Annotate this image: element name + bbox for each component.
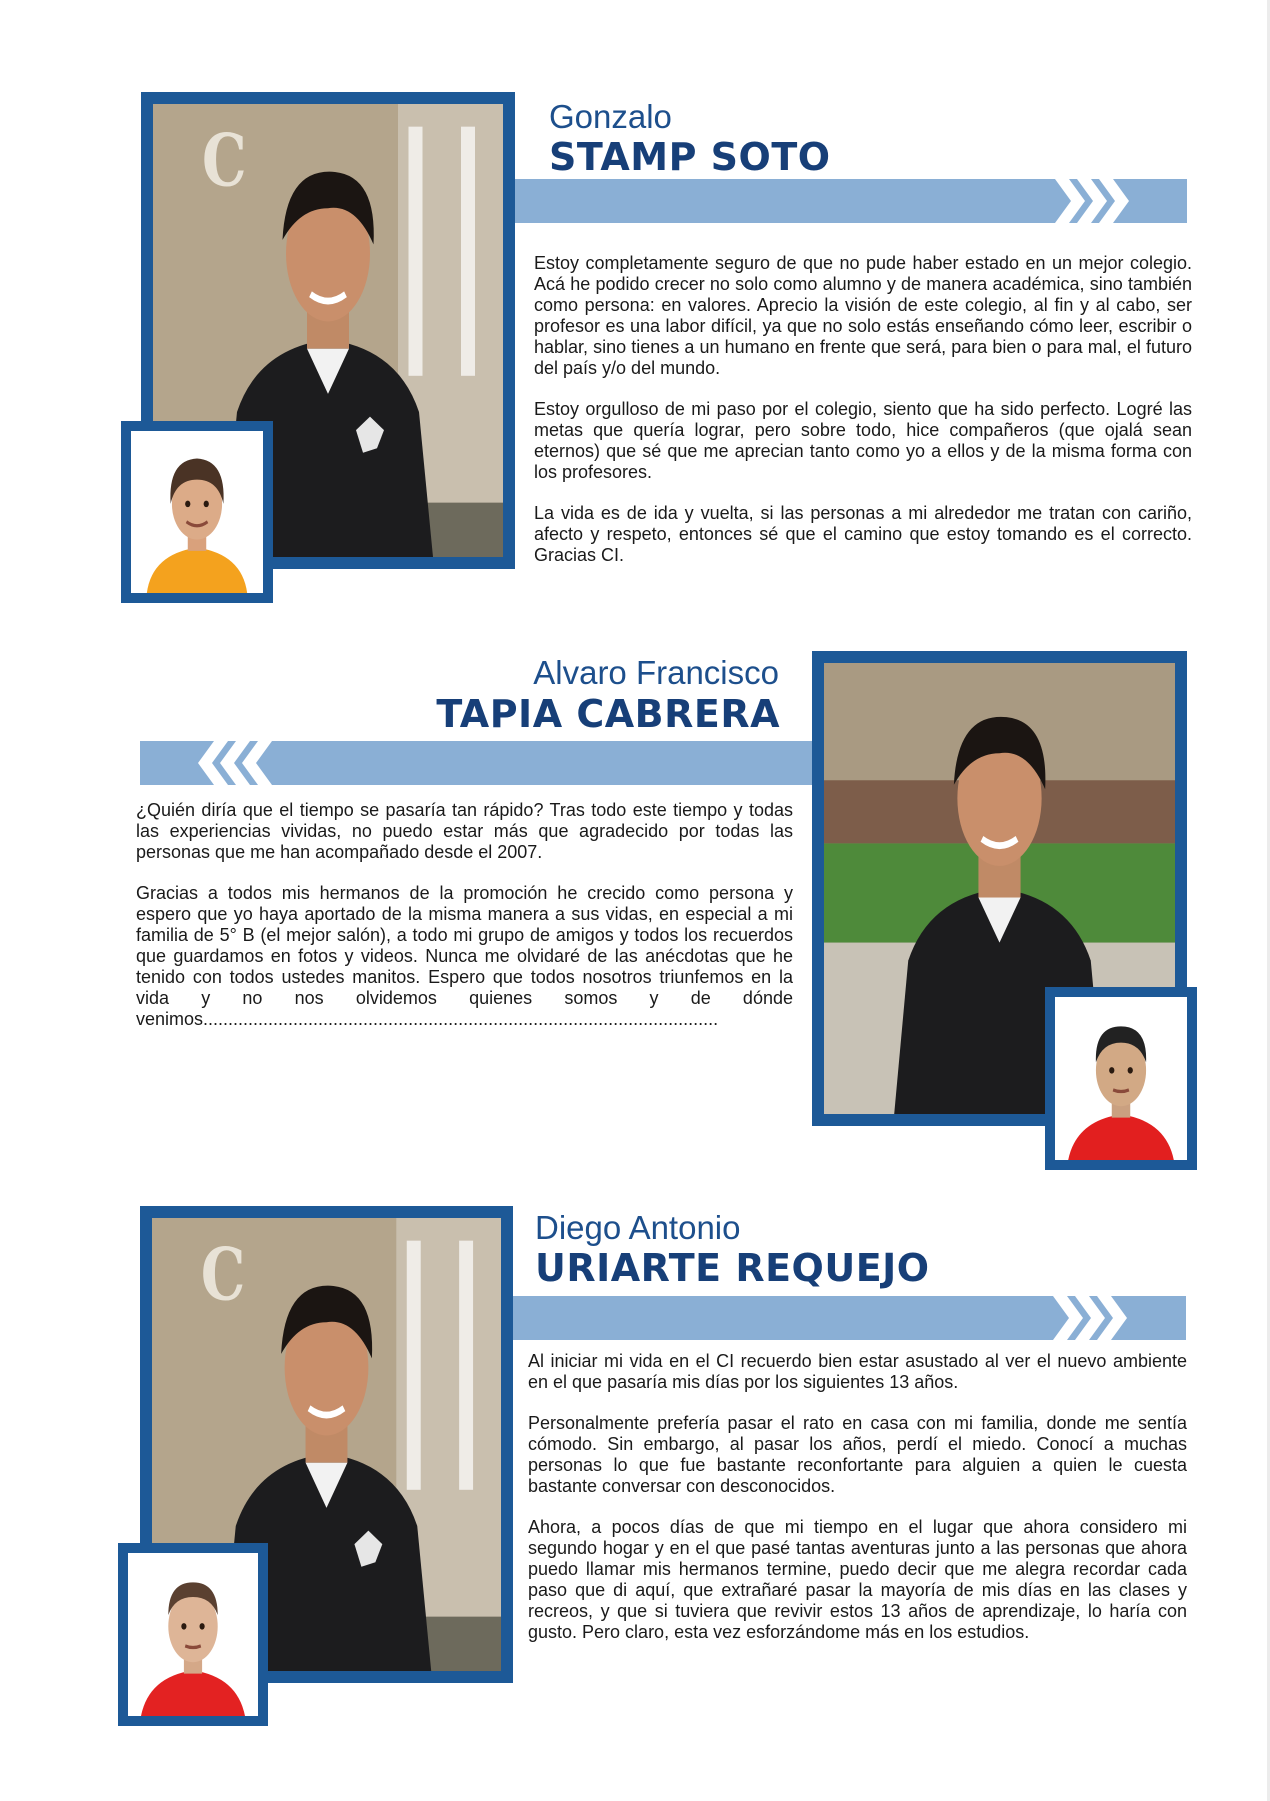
- chevron-left-icon: [192, 741, 272, 785]
- bio-paragraph: Estoy orgulloso de mi paso por el colegio, siento que ha sido perfecto. Logré las metas que quería lograr, pero sobre todo, hice compañeros (que ojalá sean eternos) que sé que me aprecian tanto como yo a ellos y de la misma forma con los profesores.: [534, 399, 1192, 482]
- student-bio: [528, 1351, 1187, 1663]
- bio-paragraph: Personalmente prefería pasar el rato en casa con mi familia, donde me sentía cómodo. Sin embargo, al pasar los años, perdí el miedo. Conocí a muchas personas lo que fue bastante reconfortante para alguien a quien le cuesta bastante conversar con desconocidos.: [528, 1413, 1187, 1496]
- chevron-right-icon: [1055, 179, 1135, 223]
- bio-paragraph: Ahora, a pocos días de que mi tiempo en el lugar que ahora considero mi segundo hogar y en el que pasé tantas aventuras junto a las personas que ahora puedo llamar mis hermanos termine, puedo decir que me alegra recordar cada paso que di aquí, que extrañaré pasar la mayoría de mis días en las clases y recreos, y que si tuviera que revivir estos 13 años de aprendizaje, lo haría con gusto. Pero claro, esta vez esforzándome más en los estudios.: [528, 1517, 1187, 1642]
- svg-text:C: C: [202, 118, 247, 204]
- childhood-photo-frame: [1045, 987, 1197, 1170]
- childhood-photo: [1055, 997, 1187, 1160]
- childhood-photo: [131, 431, 263, 593]
- bio-paragraph: Estoy completamente seguro de que no pude haber estado en un mejor colegio. Acá he podido crecer no solo como alumno y de manera académica, sino también como persona: en valores. Aprecio la visión de este colegio, al fin y al cabo, ser profesor es una labor difícil, ya que no solo estás enseñando cómo leer, escribir o hablar, sino tienes a un humano en frente que será, para bien o para mal, el futuro del país y/o del mundo.: [534, 253, 1192, 378]
- bio-paragraph: ¿Quién diría que el tiempo se pasaría tan rápido? Tras todo este tiempo y todas las experiencias vividas, no puedo estar más que agradecido por todas las personas que me han acompañado desde el 2007.: [136, 800, 793, 862]
- decorative-band: [515, 179, 1187, 223]
- student-first-name: Gonzalo: [549, 98, 672, 135]
- svg-text:C: C: [200, 1232, 246, 1318]
- decorative-band: [513, 1296, 1186, 1340]
- student-bio: [136, 800, 793, 1050]
- student-last-name: STAMP SOTO: [549, 135, 831, 179]
- childhood-photo-frame: [118, 1543, 268, 1726]
- student-first-name: Alvaro Francisco: [533, 654, 779, 691]
- decorative-band: [140, 741, 813, 785]
- childhood-photo-frame: [121, 421, 273, 603]
- chevron-right-icon: [1053, 1296, 1133, 1340]
- bio-paragraph: Al iniciar mi vida en el CI recuerdo bien estar asustado al ver el nuevo ambiente en el que pasaría mis días por los siguientes 13 años.: [528, 1351, 1187, 1392]
- childhood-photo: [128, 1553, 258, 1716]
- student-bio: [534, 253, 1192, 586]
- student-last-name: URIARTE REQUEJO: [535, 1246, 930, 1290]
- student-last-name: TAPIA CABRERA: [436, 692, 780, 736]
- student-first-name: Diego Antonio: [535, 1209, 741, 1246]
- bio-paragraph: Gracias a todos mis hermanos de la promoción he crecido como persona y espero que yo haya aportado de la misma manera a sus vidas, en especial a mi familia de 5° B (el mejor salón), a todo mi grupo de amigos y todos los recuerdos que guardamos en fotos y videos. Nunca me olvidaré de las anécdotas que he tenido con todos ustedes manitos. Espero que todos nosotros triunfemos en la vida y no nos olvidemos quienes somos y de dónde venimos.......................................................................................................: [136, 883, 793, 1029]
- bio-paragraph: La vida es de ida y vuelta, si las personas a mi alrededor me tratan con cariño, afecto y respeto, entonces sé que el camino que estoy tomando es el correcto. Gracias CI.: [534, 503, 1192, 565]
